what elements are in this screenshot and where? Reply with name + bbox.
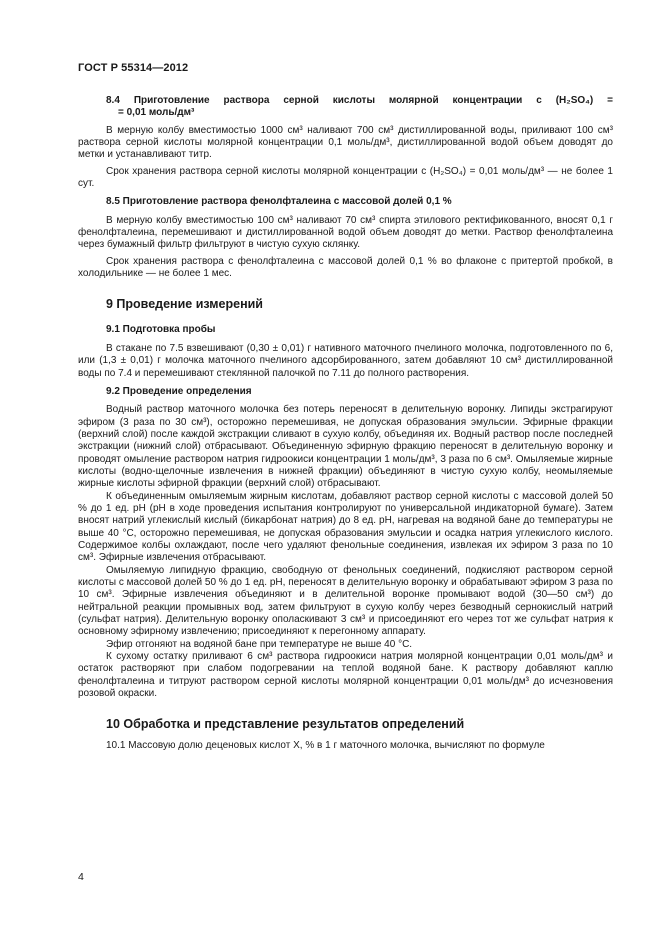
section-9-1-heading: 9.1 Подготовка пробы — [106, 324, 216, 336]
section-8-4-heading-line1: 8.4 Приготовление раствора серной кислоты молярной концентрации c (H₂SO₄) = — [106, 95, 613, 106]
section-10-heading: 10 Обработка и представление результатов определений — [106, 717, 465, 732]
page-number: 4 — [78, 871, 84, 883]
document-body — [78, 95, 613, 753]
section-9-2-paragraph-3: Омыляемую липидную фракцию, свободную от фенольных соединений, подкисляют раствором серной кислоты с массовой долей 50 % до 1 ед. pH, переносят в делительную воронку и обрабатывают эфиром 3 раза по 10 см³. Эфирные извлечения объединяют и в делительной воронке промывают водой (30—50 см³) до нейтральной реакции промывных вод, затем фильтруют в сухую колбу через безводный сернокислый натрий (сульфат натрия). Делительную воронку ополаскивают 3 см³ и присоединяют его через тот же сульфат натрия к основному эфирному извлечению; присоединяют к перегонному аппарату. — [78, 564, 613, 638]
section-9-2-paragraph-4: Эфир отгоняют на водяной бане при температуре не выше 40 °C. — [106, 638, 413, 650]
standard-header: ГОСТ Р 55314—2012 — [78, 62, 189, 74]
section-8-4-paragraph-2: Срок хранения раствора серной кислоты молярной концентрации c (H₂SO₄) = 0,01 моль/дм³ — не более 1 сут. — [78, 165, 613, 190]
section-10-1-paragraph: 10.1 Массовую долю деценовых кислот X, % в 1 г маточного молочка, вычисляют по формуле — [106, 740, 545, 752]
section-9-1-paragraph-1: В стакане по 7.5 взвешивают (0,30 ± 0,01) г нативного маточного пчелиного молочка, подготовленного по 6, или (1,3 ± 0,01) г молочка маточного пчелиного адсорбированного, затем добавляют 10 см³ дистиллированной воды по 7.4 и перемешивают стеклянной палочкой по 7.11 до полного растворения. — [78, 342, 613, 379]
section-9-2-paragraph-1: Водный раствор маточного молочка без потерь переносят в делительную воронку. Липиды экстрагируют эфиром (3 раза по 30 см³), осторожно перемешивая, не допуская образования эмульсии. Эфирные фракции (верхний слой) после каждой экстракции сливают в сухую колбу, объединяя их. Водный раствор после последней экстракции (нижний слой) отбрасывают. Объединенную эфирную фракцию переносят в делительную воронку и проводят омыление раствором натрия гидроокиси концентрации 1 моль/дм³, 3 раза по 6 см³. Омыляемые жирные кислоты (водно-щелочные извлечения в нижней фракции) объединяют в чистую сухую колбу, неомыляемые жирные кислоты эфирной фракции (верхний слой) отбрасывают. — [78, 404, 613, 490]
section-8-5-paragraph-1: В мерную колбу вместимостью 100 см³ наливают 70 см³ спирта этилового ректификованного, вносят 0,1 г фенолфталеина, перемешивают и дистиллированной водой объем доводят до метки. Раствор фенолфталеина через бумажный фильтр фильтруют в чистую сухую склянку. — [78, 214, 613, 251]
section-8-5-paragraph-2: Срок хранения раствора с фенолфталеина с массовой долей 0,1 % во флаконе с притертой пробкой, в холодильнике — не более 1 мес. — [78, 255, 613, 280]
section-9-2-heading: 9.2 Проведение определения — [106, 385, 252, 397]
section-8-5-heading: 8.5 Приготовление раствора фенолфталеина с массовой долей 0,1 % — [106, 196, 452, 208]
section-9-2-paragraph-5: К сухому остатку приливают 6 см³ раствора гидроокиси натрия молярной концентрации 0,01 моль/дм³ и остаток растворяют при слабом подогревании на теплой водяной бане. К раствору добавляют каплю фенолфталеина и титруют раствором серной кислоты молярной концентрации 0,01 моль/дм³ до исчезновения розовой окраски. — [78, 651, 613, 700]
section-9-heading: 9 Проведение измерений — [106, 297, 263, 312]
section-9-2-paragraph-2: К объединенным омыляемым жирным кислотам, добавляют раствор серной кислоты с массовой долей 50 % до 1 ед. pH (pH в ходе проведения испытания контролируют по универсальной индикаторной бумаге). Затем вносят натрий углекислый кислый (бикарбонат натрия) до 8 ед. pH, нагревая на водяной бане до температуры не выше 40 °C, осторожно перемешивая, не допуская образования эмульсии и осадка натрия углекислого кислого. Содержимое колбы охлаждают, после чего удаляют фенольные соединения, извлекая их эфиром 3 раза по 10 см³. Эфирные извлечения отбрасывают. — [78, 490, 613, 564]
section-8-4-paragraph-1: В мерную колбу вместимостью 1000 см³ наливают 700 см³ дистиллированной воды, приливают 100 см³ раствора серной кислоты молярной концентрации 0,1 моль/дм³, дистиллированной водой объем доводят до метки и устанавливают титр. — [78, 124, 613, 161]
section-8-4-heading-line2: = 0,01 моль/дм³ — [118, 107, 195, 119]
